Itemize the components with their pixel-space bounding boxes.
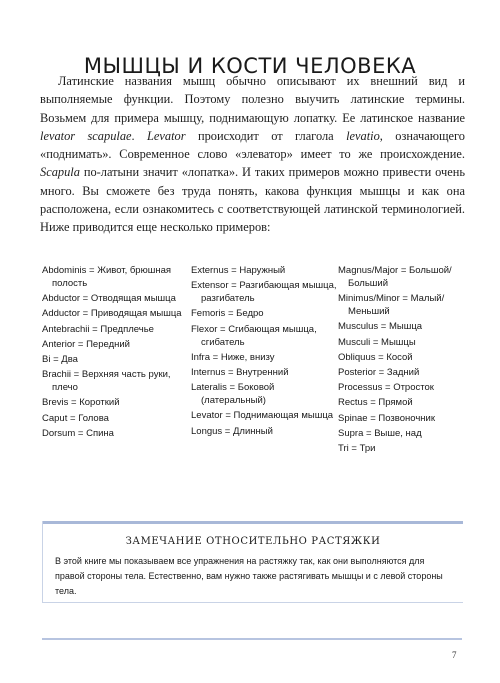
- glossary-term: Minimus/Minor = Малый/Меньший: [338, 293, 445, 318]
- intro-text-4: , означающего «поднимать». Современное слово «элеватор» имеет то же происхождение.: [40, 128, 465, 162]
- term-latin: Minimus/Minor: [338, 293, 400, 305]
- term-latin: Lateralis: [191, 382, 227, 394]
- term-russian: Сгибающая мышца, сгибатель: [201, 323, 317, 348]
- term-latin: Tri: [338, 442, 349, 454]
- glossary-column-2: [191, 264, 341, 440]
- term-russian: Прямой: [378, 397, 413, 409]
- term-latin: Supra: [338, 427, 364, 439]
- term-russian: Спина: [86, 427, 114, 439]
- term-russian: Позвоночник: [378, 412, 435, 424]
- term-latin: Magnus/Major: [338, 265, 399, 276]
- term-latin: Abdominis: [42, 265, 87, 276]
- intro-term-levatio: levatio: [346, 128, 380, 143]
- term-russian: Косой: [386, 351, 413, 363]
- glossary-term: Obliquus = Косой: [338, 351, 413, 363]
- glossary-term: Bi = Два: [42, 353, 78, 365]
- glossary-term: Flexor = Сгибающая мышца, сгибатель: [191, 323, 317, 348]
- term-latin: Posterior: [338, 366, 377, 378]
- term-russian: Мышцы: [381, 336, 416, 348]
- glossary-term: Longus = Длинный: [191, 425, 273, 437]
- glossary-term: Infra = Ниже, внизу: [191, 351, 275, 363]
- term-russian: Приводящая мышца: [90, 308, 182, 320]
- term-russian: Боковой (латеральный): [201, 382, 275, 407]
- term-russian: Разгибающая мышца, разгибатель: [201, 280, 337, 305]
- term-latin: Femoris: [191, 308, 226, 320]
- term-latin: Adductor: [42, 308, 81, 320]
- term-russian: Ниже, внизу: [220, 351, 275, 363]
- term-russian: Три: [359, 442, 376, 454]
- glossary-term: Extensor = Разгибающая мышца, разгибатель: [191, 280, 337, 305]
- intro-paragraph: [40, 72, 465, 237]
- glossary-term: Internus = Внутренний: [191, 366, 289, 378]
- intro-text-3: происходит от глагола: [185, 128, 347, 143]
- term-russian: Живот, брюшная полость: [52, 265, 172, 289]
- glossary-term: Adductor = Приводящая мышца: [42, 308, 182, 320]
- term-russian: Длинный: [233, 425, 273, 437]
- term-latin: Obliquus: [338, 351, 376, 363]
- glossary-term: Processus = Отросток: [338, 382, 434, 394]
- intro-text-5: по-латыни значит «лопатка». И таких примеров можно привести очень много. Вы сможете без труда понять, какова функция мышцы и как она расположена, если ознакомитесь с соответствующей латинской терминологией. Ниже приводится еще несколько примеров:: [40, 165, 465, 235]
- term-latin: Dorsum: [42, 427, 76, 439]
- term-russian: Верхняя часть руки, плечо: [52, 369, 171, 394]
- intro-term-levator-scapulae: levator scapulae: [40, 128, 132, 143]
- term-russian: Поднимающая мышца: [233, 410, 334, 422]
- glossary-term: Musculi = Мышцы: [338, 336, 416, 348]
- glossary-term: Lateralis = Боковой (латеральный): [191, 382, 275, 407]
- glossary-term: Brevis = Короткий: [42, 397, 120, 409]
- term-russian: Отросток: [393, 382, 434, 394]
- note-bottom-rule: [43, 602, 463, 603]
- term-latin: Internus: [191, 366, 226, 378]
- glossary-term: Externus = Наружный: [191, 265, 286, 276]
- term-russian: Малый/Меньший: [348, 293, 445, 318]
- term-latin: Levator: [191, 410, 223, 422]
- glossary-term: Magnus/Major = Большой/Больший: [338, 265, 452, 289]
- term-russian: Мышца: [388, 321, 423, 333]
- glossary-term: Musculus = Мышца: [338, 321, 423, 333]
- term-latin: Anterior: [42, 338, 76, 350]
- term-latin: Caput: [42, 412, 68, 424]
- term-russian: Бедро: [236, 308, 264, 320]
- term-latin: Extensor: [191, 280, 229, 292]
- glossary-term: Dorsum = Спина: [42, 427, 114, 439]
- glossary-term: Posterior = Задний: [338, 366, 420, 378]
- term-latin: Musculus: [338, 321, 379, 333]
- intro-term-scapula: Scapula: [40, 165, 80, 180]
- glossary-term: Femoris = Бедро: [191, 308, 264, 320]
- intro-term-levator: Levator: [147, 128, 186, 143]
- glossary-term: Abdominis = Живот, брюшная полость: [42, 265, 172, 289]
- term-russian: Большой/Больший: [348, 265, 452, 289]
- intro-text-2: .: [131, 128, 148, 143]
- term-latin: Antebrachii: [42, 323, 90, 335]
- intro-text-1: Латинские названия мышц обычно описывают их внешний вид и выполняемые функции. Поэтому полезно выучить латинские термины. Возьмем для примера мышцу, поднимающую лопатку. Ее латинское название: [40, 74, 465, 125]
- glossary-term: Supra = Выше, над: [338, 427, 422, 439]
- glossary-term: Spinae = Позвоночник: [338, 412, 435, 424]
- term-latin: Flexor: [191, 323, 218, 335]
- term-russian: Наружный: [239, 265, 286, 276]
- footer-rule: [42, 638, 462, 640]
- term-russian: Отводящая мышца: [90, 293, 176, 305]
- page-title: МЫШЦЫ И КОСТИ ЧЕЛОВЕКА: [83, 54, 417, 79]
- term-russian: Предплечье: [100, 323, 154, 335]
- term-russian: Внутренний: [236, 366, 289, 378]
- glossary-term: Abductor = Отводящая мышца: [42, 293, 176, 305]
- glossary-term: Levator = Поднимающая мышца: [191, 410, 334, 422]
- stretching-note-box: [42, 521, 462, 603]
- note-top-bar: [43, 521, 463, 524]
- term-latin: Bi: [42, 353, 51, 365]
- glossary-term: Rectus = Прямой: [338, 397, 413, 409]
- glossary-column-3: [338, 264, 478, 457]
- term-russian: Задний: [386, 366, 420, 378]
- glossary-term: Antebrachii = Предплечье: [42, 323, 154, 335]
- latin-glossary: [42, 264, 462, 494]
- term-latin: Externus: [191, 265, 229, 276]
- term-latin: Brevis: [42, 397, 69, 409]
- term-latin: Processus: [338, 382, 383, 394]
- term-latin: Rectus: [338, 397, 368, 409]
- term-latin: Musculi: [338, 336, 371, 348]
- glossary-term: Brachii = Верхняя часть руки, плечо: [42, 369, 171, 394]
- glossary-term: Tri = Три: [338, 442, 376, 454]
- term-latin: Spinae: [338, 412, 368, 424]
- note-body: В этой книге мы показываем все упражнения на растяжку так, как они выполняются для правой стороны тела. Естественно, вам нужно также растягивать мышцы и с левой стороны тела.: [55, 556, 443, 596]
- term-russian: Два: [61, 353, 78, 365]
- page-number: 7: [452, 650, 457, 660]
- term-latin: Abductor: [42, 293, 81, 305]
- term-russian: Короткий: [79, 397, 120, 409]
- term-latin: Brachii: [42, 369, 72, 381]
- glossary-term: Anterior = Передний: [42, 338, 130, 350]
- term-latin: Longus: [191, 425, 223, 437]
- term-russian: Выше, над: [374, 427, 422, 439]
- term-latin: Infra: [191, 351, 211, 363]
- term-russian: Передний: [86, 338, 130, 350]
- term-russian: Голова: [78, 412, 109, 424]
- glossary-column-1: [42, 264, 190, 442]
- glossary-term: Caput = Голова: [42, 412, 109, 424]
- note-title: ЗАМЕЧАНИЕ ОТНОСИТЕЛЬНО РАСТЯЖКИ: [125, 536, 381, 547]
